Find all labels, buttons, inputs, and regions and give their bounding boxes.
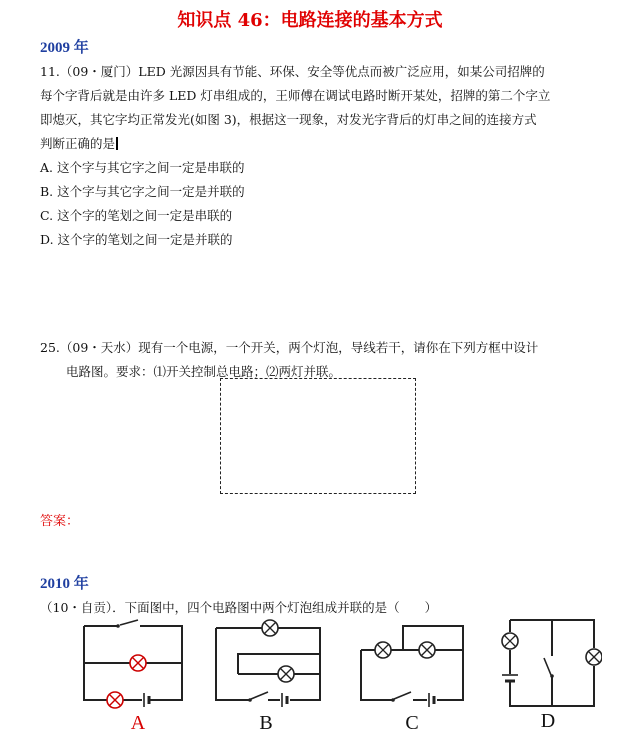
year-heading-2010: 2010 年 [40,576,89,592]
q11-option-c: C. 这个字的笔划之间一定是串联的 [40,208,233,223]
bulb-icon [130,655,146,671]
page-title: 知识点 46：电路连接的基本方式 [177,10,443,31]
battery-icon [502,675,518,681]
battery-icon [282,693,287,707]
q25-line-1: 25.（09・天水）现有一个电源，一个开关，两个灯泡，导线若干，请你在下列方框中设计 [40,340,539,355]
circuit-drawing-box [220,378,416,494]
circuit-b-diagram [208,618,326,710]
q11-line-1: 11.（09・厦门）LED 光源因具有节能、环保、安全等优点而被广泛应用，如某公司招牌的 [40,64,545,79]
bulb-icon [262,620,278,636]
bulb-icon [278,666,294,682]
q11-option-a: A. 这个字与其它字之间一定是串联的 [40,160,245,175]
bulb-icon [586,649,602,665]
switch-icon [116,624,120,628]
q25-line-2: 电路图。要求：⑴开关控制总电路；⑵两灯并联。 [66,364,342,379]
q11-line-4-text: 判断正确的是 [40,136,116,151]
q-2010-text: （10・自贡）．下面图中，四个电路图中两个灯泡组成并联的是（ ） [40,600,438,615]
circuit-label-b: B [259,712,273,734]
year-heading-2009: 2009 年 [40,40,89,56]
q11-option-b: B. 这个字与其它字之间一定是并联的 [40,184,245,199]
q11-line-3: 即熄灭，其它字均正常发光(如图 3)，根据这一现象，对发光字背后的灯串之间的连接方式 [40,112,537,127]
q11-option-d: D. 这个字的笔划之间一定是并联的 [40,232,233,247]
bulb-icon [502,633,518,649]
text-cursor [116,137,118,150]
circuit-label-a: A [130,712,146,734]
circuit-label-d: D [540,710,556,732]
bulb-icon [375,642,391,658]
circuit-label-c: C [405,712,419,734]
bulb-icon [107,692,123,708]
circuit-d-diagram [498,614,602,712]
circuit-c-diagram [355,618,473,710]
bulb-icon [419,642,435,658]
q11-line-2: 每个字背后就是由许多 LED 灯串组成的，王师傅在调试电路时断开某处，招牌的第二个字立 [40,88,551,103]
q11-line-4 [40,134,118,152]
answer-label: 答案： [40,514,80,529]
battery-icon [429,693,434,707]
circuit-a-diagram [78,618,188,710]
battery-icon [144,693,149,707]
